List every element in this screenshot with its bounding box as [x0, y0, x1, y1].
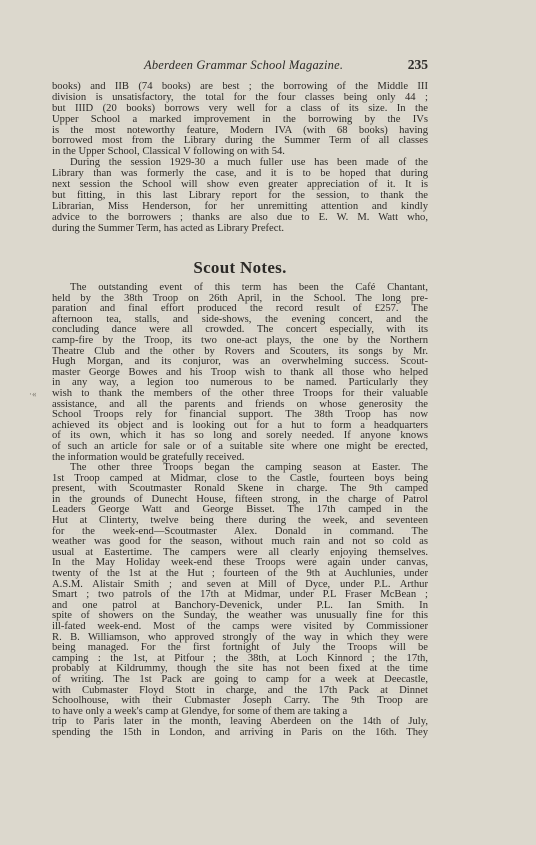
text-line: of its own, which it has so long and sorely needed. If anyone knows [52, 430, 428, 442]
text-line: 1st Troop camped at Midmar, close to the Castle, fourteen boys being [52, 472, 428, 484]
text-line: to have only a week's camp at Glendye, for some of them are taking a [52, 705, 348, 717]
text-line: and one patrol at Banchory-Devenick, under P.L. Ian Smith. In [52, 599, 428, 611]
text-line: Hut at Clinterty, twelve being there during the week, and seventeen [52, 515, 428, 527]
text-line: A.S.M. Alistair Smith ; and seven at Mill of Dyce, under P.L. Arthur [52, 578, 428, 590]
text-line: with Cubmaster Floyd Stott in charge, and the 17th Pack at Dinnet [52, 684, 428, 696]
running-title: Aberdeen Grammar School Magazine. [144, 58, 344, 72]
text-line: in the Upper School, Classical V following on with 54. [52, 146, 285, 158]
text-line: Hugh Morgan, and its conjuror, was an overwhelming success. Scout- [52, 356, 428, 368]
text-line: The outstanding event of this term has been the Café Chantant, [70, 282, 428, 293]
text-line: is the most noteworthy feature, Modern IVA (with 68 books) having [52, 124, 428, 136]
margin-mark: ·« [29, 389, 37, 399]
scout-notes-text [52, 283, 428, 739]
text-line: probably at Kildrummy, though the site has not been fixed at the time [52, 663, 428, 675]
text-line: but fitting, in this last Library report for the session, to thank the [52, 189, 428, 201]
text-line: trip to Paris later in the month, leaving Aberdeen on the 14th of July, [52, 716, 428, 728]
text-line: concluding dance were all crowded. The concert especially, with its [52, 324, 428, 336]
text-line: in any way, a legion too numerous to be named. Particularly they [52, 377, 428, 389]
text-line: in the grounds of Dunecht House, fifteen strong, in the charge of Patrol [52, 493, 428, 505]
text-line: wish to thank the members of the other three Troops for their valuable [52, 387, 428, 399]
text-line: During the session 1929-30 a much fuller use has been made of the [70, 157, 428, 169]
text-line: Librarian, Miss Henderson, for her unremitting attention and kindly [52, 200, 428, 212]
page-header [52, 58, 428, 74]
text-line: next session the School will show even greater appreciation of it. It is [52, 179, 428, 191]
section-title: Scout Notes. [193, 258, 287, 277]
text-line: of writing. The 1st Pack are going to camp for a week at Deecastle, [52, 673, 428, 685]
text-line: R. B. Williamson, who approved strongly of the way in which they were [52, 631, 428, 643]
text-line: held by the 38th Troop on 26th April, in the School. The long pre- [52, 292, 428, 304]
text-line: twenty of the 1st at the Hut ; fourteen of the 9th at Auchlunies, under [52, 568, 428, 580]
text-line: camping : the 1st, at Pitfour ; the 38th, at Loch Kinnord ; the 17th, [52, 652, 428, 664]
text-line: Upper School a marked improvement in the borrowing by the IVs [52, 113, 428, 125]
page-number: 235 [407, 57, 428, 72]
text-line: division is unsatisfactory, the total for the four classes being only 44 ; [52, 91, 428, 103]
library-report-text [52, 82, 428, 234]
text-line: Leaders George Watt and George Bisset. The 17th camped in the [52, 504, 428, 516]
text-line: The other three Troops began the camping season at Easter. The [70, 462, 428, 474]
text-line: In the May Holiday week-end these Troops were again under canvas, [52, 557, 428, 569]
text-line: of such an article for sale or of a suitable site where one might be erected, [52, 440, 428, 452]
text-line: being managed. For the first fortnight of July the Troops will be [52, 642, 428, 654]
text-line: spending the 15th in London, and arriving in Paris on the 16th. They [52, 726, 428, 738]
text-line: School Troops rely for financial support. The 38th Troop has now [52, 409, 428, 421]
text-line: the information would be gratefully received. [52, 451, 245, 463]
text-line: for the week-end—Scoutmaster Alex. Donald in command. The [52, 525, 428, 537]
text-line: Schoolhouse, with their Cubmaster Joseph Carry. The 9th Troop are [52, 695, 428, 707]
text-line: paration and final effort produced the record result of £257. The [52, 303, 428, 315]
text-line: borrowed most from the Library during the Summer Term of all classes [52, 135, 428, 147]
text-line: but IIID (20 books) borrows very well for a class of its size. In the [52, 102, 428, 114]
text-line: master George Bowes and his Troop wish to thank all those who helped [52, 366, 428, 378]
text-line: ill-fated week-end. Most of the camps were visited by Commissioner [52, 621, 428, 632]
text-line: Library than was formerly the case, and it is to be hoped that during [52, 168, 428, 180]
text-line: assistance, and all the parents and friends on whose generosity the [52, 398, 428, 410]
text-line: camp-fire by the Troop, its two one-act plays, the one by the Northern [52, 334, 428, 346]
text-line: Smart ; two patrols of the 17th at Midmar, under P.L Fraser McBean ; [52, 589, 428, 601]
text-line: spite of showers on the Sunday, the weather was unusually fine for this [52, 610, 428, 622]
text-line: present, with Scoutmaster Ronald Skene in charge. The 9th camped [52, 483, 428, 495]
text-line: Theatre Club and the other by Rovers and Scouters, its songs by Mr. [52, 345, 428, 357]
text-line: achieved its object and is looking out for a hut to form a headquarters [52, 419, 428, 431]
text-line: books) and IIB (74 books) are best ; the borrowing of the Middle III [52, 81, 428, 92]
text-line: during the Summer Term, has acted as Library Prefect. [52, 222, 285, 234]
text-line: usual at Eastertime. The campers were all clearly enjoying themselves. [52, 546, 428, 558]
text-line: afternoon tea, stalls, and side-shows, the evening concert, and the [52, 313, 428, 325]
text-line: weather was good for the season, without much rain and not so cold as [52, 536, 428, 548]
text-line: advice to the borrowers ; thanks are also due to E. W. M. Watt who, [52, 211, 428, 223]
